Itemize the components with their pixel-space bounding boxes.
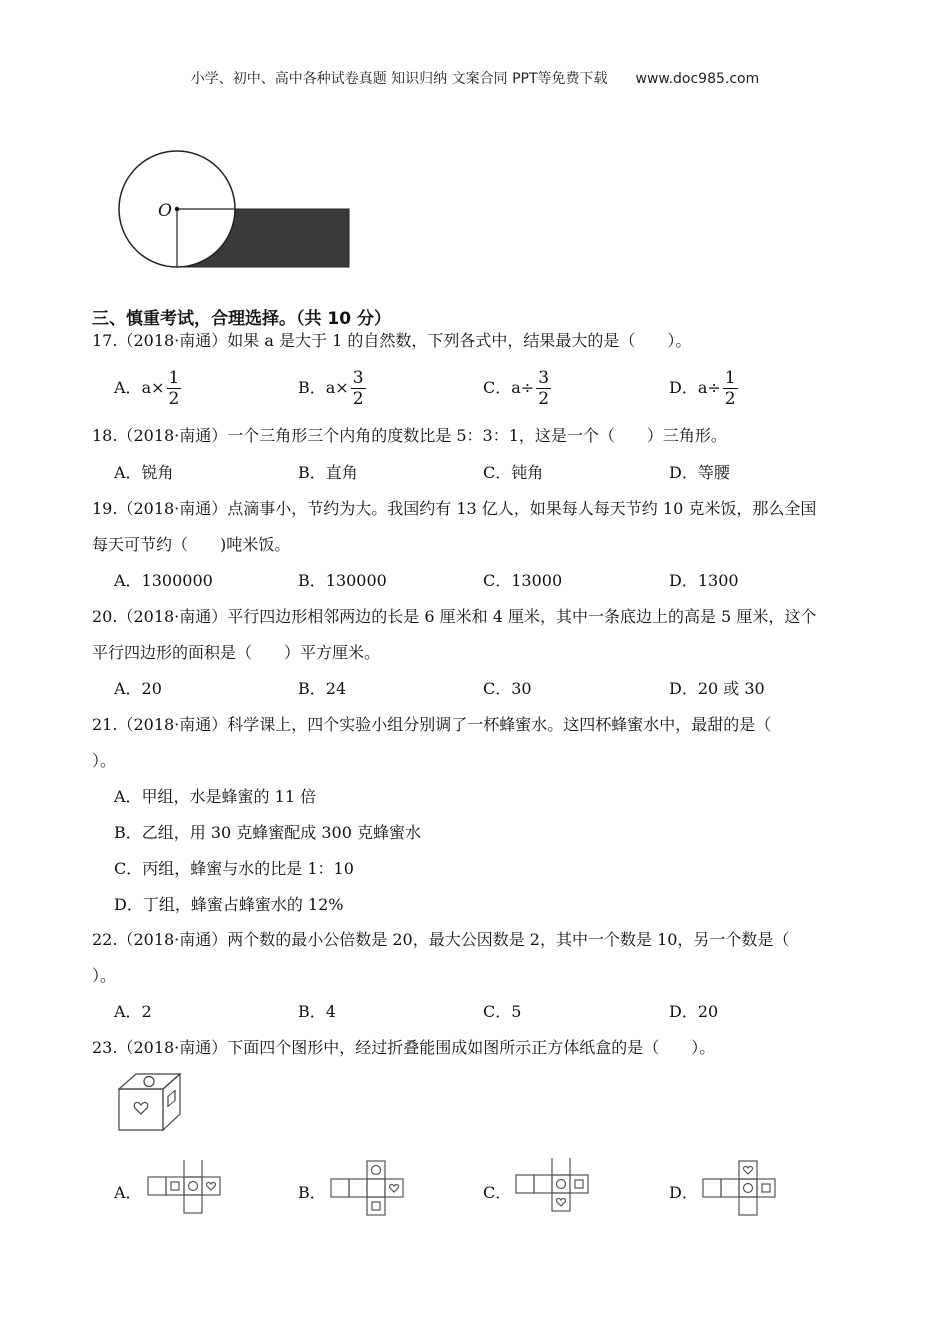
option-18-c[interactable]: C．钝角 [483, 463, 544, 482]
q-source: （2018·南通） [117, 331, 228, 350]
option-20-c[interactable]: C．30 [483, 679, 532, 698]
option-22-a[interactable]: A．2 [114, 1002, 152, 1021]
q-number: 22. [92, 930, 118, 949]
numerator: 3 [538, 368, 550, 388]
option-prefix: a× [325, 378, 349, 397]
q-number: 23. [92, 1038, 118, 1057]
option-17-a[interactable] [114, 368, 181, 409]
denominator: 2 [724, 389, 736, 409]
q-source: （2018·南通） [117, 426, 228, 445]
q-number: 17. [92, 331, 118, 350]
option-19-b[interactable]: B．130000 [298, 571, 387, 590]
option-21-a[interactable]: A．甲组，水是蜂蜜的 11 倍 [114, 787, 317, 806]
numerator: 1 [724, 368, 736, 388]
q-source: （2018·南通） [117, 499, 228, 518]
q-text: 如果 a 是大于 1 的自然数，下列各式中，结果最大的是（ ）。 [227, 331, 692, 350]
option-18-b[interactable]: B．直角 [298, 463, 358, 482]
option-prefix: a÷ [697, 378, 721, 397]
option-20-b[interactable]: B．24 [298, 679, 347, 698]
option-label: B． [298, 378, 326, 397]
option-23-c[interactable]: C． [483, 1183, 512, 1202]
fraction [167, 368, 182, 409]
option-22-c[interactable]: C．5 [483, 1002, 522, 1021]
q-source: （2018·南通） [117, 1038, 228, 1057]
denominator: 2 [352, 389, 364, 409]
option-21-b[interactable]: B．乙组，用 30 克蜂蜜配成 300 克蜂蜜水 [114, 823, 422, 842]
net-b [328, 1160, 410, 1222]
denominator: 2 [538, 389, 550, 409]
fraction [351, 368, 366, 409]
option-23-b[interactable]: B． [298, 1183, 326, 1202]
header-text: 小学、初中、高中各种试卷真题 知识归纳 文案合同 PPT等免费下载 [190, 71, 608, 87]
question-22-line2: ）。 [92, 966, 117, 985]
center-label: O [158, 201, 172, 221]
q-text: 一个三角形三个内角的度数比是 5：3：1，这是一个（ ）三角形。 [227, 426, 727, 445]
option-17-c[interactable] [483, 368, 551, 409]
q-text: 平行四边形相邻两边的长是 6 厘米和 4 厘米，其中一条底边上的高是 5 厘米，这个 [227, 607, 817, 626]
question-21-line2: ）。 [92, 751, 117, 770]
net-a [145, 1160, 227, 1222]
question-19-line2: 每天可节约（ )吨米饭。 [92, 535, 291, 554]
numerator: 1 [168, 368, 180, 388]
fraction [723, 368, 738, 409]
option-20-d[interactable]: D．20 或 30 [669, 679, 765, 698]
option-19-d[interactable]: D．1300 [669, 571, 739, 590]
denominator: 2 [168, 389, 180, 409]
q-number: 21. [92, 715, 118, 734]
option-prefix: a÷ [511, 378, 535, 397]
question-20-line2: 平行四边形的面积是（ ）平方厘米。 [92, 643, 381, 662]
option-19-c[interactable]: C．13000 [483, 571, 563, 590]
option-23-d[interactable]: D． [669, 1183, 698, 1202]
section-title: 三、慎重考试，合理选择。（共 10 分） [92, 309, 391, 329]
option-21-d[interactable]: D．丁组，蜂蜜占蜂蜜水的 12% [114, 895, 344, 914]
option-22-d[interactable]: D．20 [669, 1002, 719, 1021]
option-18-d[interactable]: D．等腰 [669, 463, 730, 482]
fraction [536, 368, 551, 409]
option-label: A． [114, 378, 142, 397]
option-label: D． [669, 378, 698, 397]
circle-figure [112, 142, 362, 274]
header-site: www.doc985.com [635, 71, 760, 87]
q-text: 点滴事小，节约为大。我国约有 13 亿人，如果每人每天节约 10 克米饭，那么全国 [227, 499, 817, 518]
question-18 [92, 426, 727, 446]
page-header [0, 68, 950, 88]
option-17-d[interactable] [669, 368, 738, 409]
q-number: 18. [92, 426, 118, 445]
option-prefix: a× [141, 378, 165, 397]
question-22 [92, 930, 789, 950]
q-source: （2018·南通） [117, 930, 228, 949]
q-text: 两个数的最小公倍数是 20，最大公因数是 2，其中一个数是 10，另一个数是（ [227, 930, 790, 949]
question-23 [92, 1038, 715, 1058]
q-source: （2018·南通） [117, 607, 228, 626]
option-18-a[interactable]: A．锐角 [114, 463, 174, 482]
q-number: 20. [92, 607, 118, 626]
option-21-c[interactable]: C．丙组，蜂蜜与水的比是 1：10 [114, 859, 354, 878]
option-23-a[interactable]: A． [114, 1183, 142, 1202]
option-20-a[interactable]: A．20 [114, 679, 162, 698]
question-19 [92, 499, 816, 519]
cube-figure [116, 1072, 186, 1134]
q-number: 19. [92, 499, 118, 518]
option-17-b[interactable] [298, 368, 366, 409]
q-text: 下面四个图形中，经过折叠能围成如图所示正方体纸盒的是（ ）。 [227, 1038, 716, 1057]
question-21 [92, 715, 771, 735]
numerator: 3 [352, 368, 364, 388]
option-label: C． [483, 378, 512, 397]
question-20 [92, 607, 816, 627]
question-17 [92, 331, 691, 351]
net-d [700, 1160, 782, 1222]
net-c [513, 1158, 595, 1220]
option-19-a[interactable]: A．1300000 [114, 571, 213, 590]
option-22-b[interactable]: B．4 [298, 1002, 336, 1021]
q-source: （2018·南通） [117, 715, 228, 734]
shaded-rectangle [177, 209, 349, 267]
q-text: 科学课上，四个实验小组分别调了一杯蜂蜜水。这四杯蜂蜜水中，最甜的是（ [227, 715, 772, 734]
